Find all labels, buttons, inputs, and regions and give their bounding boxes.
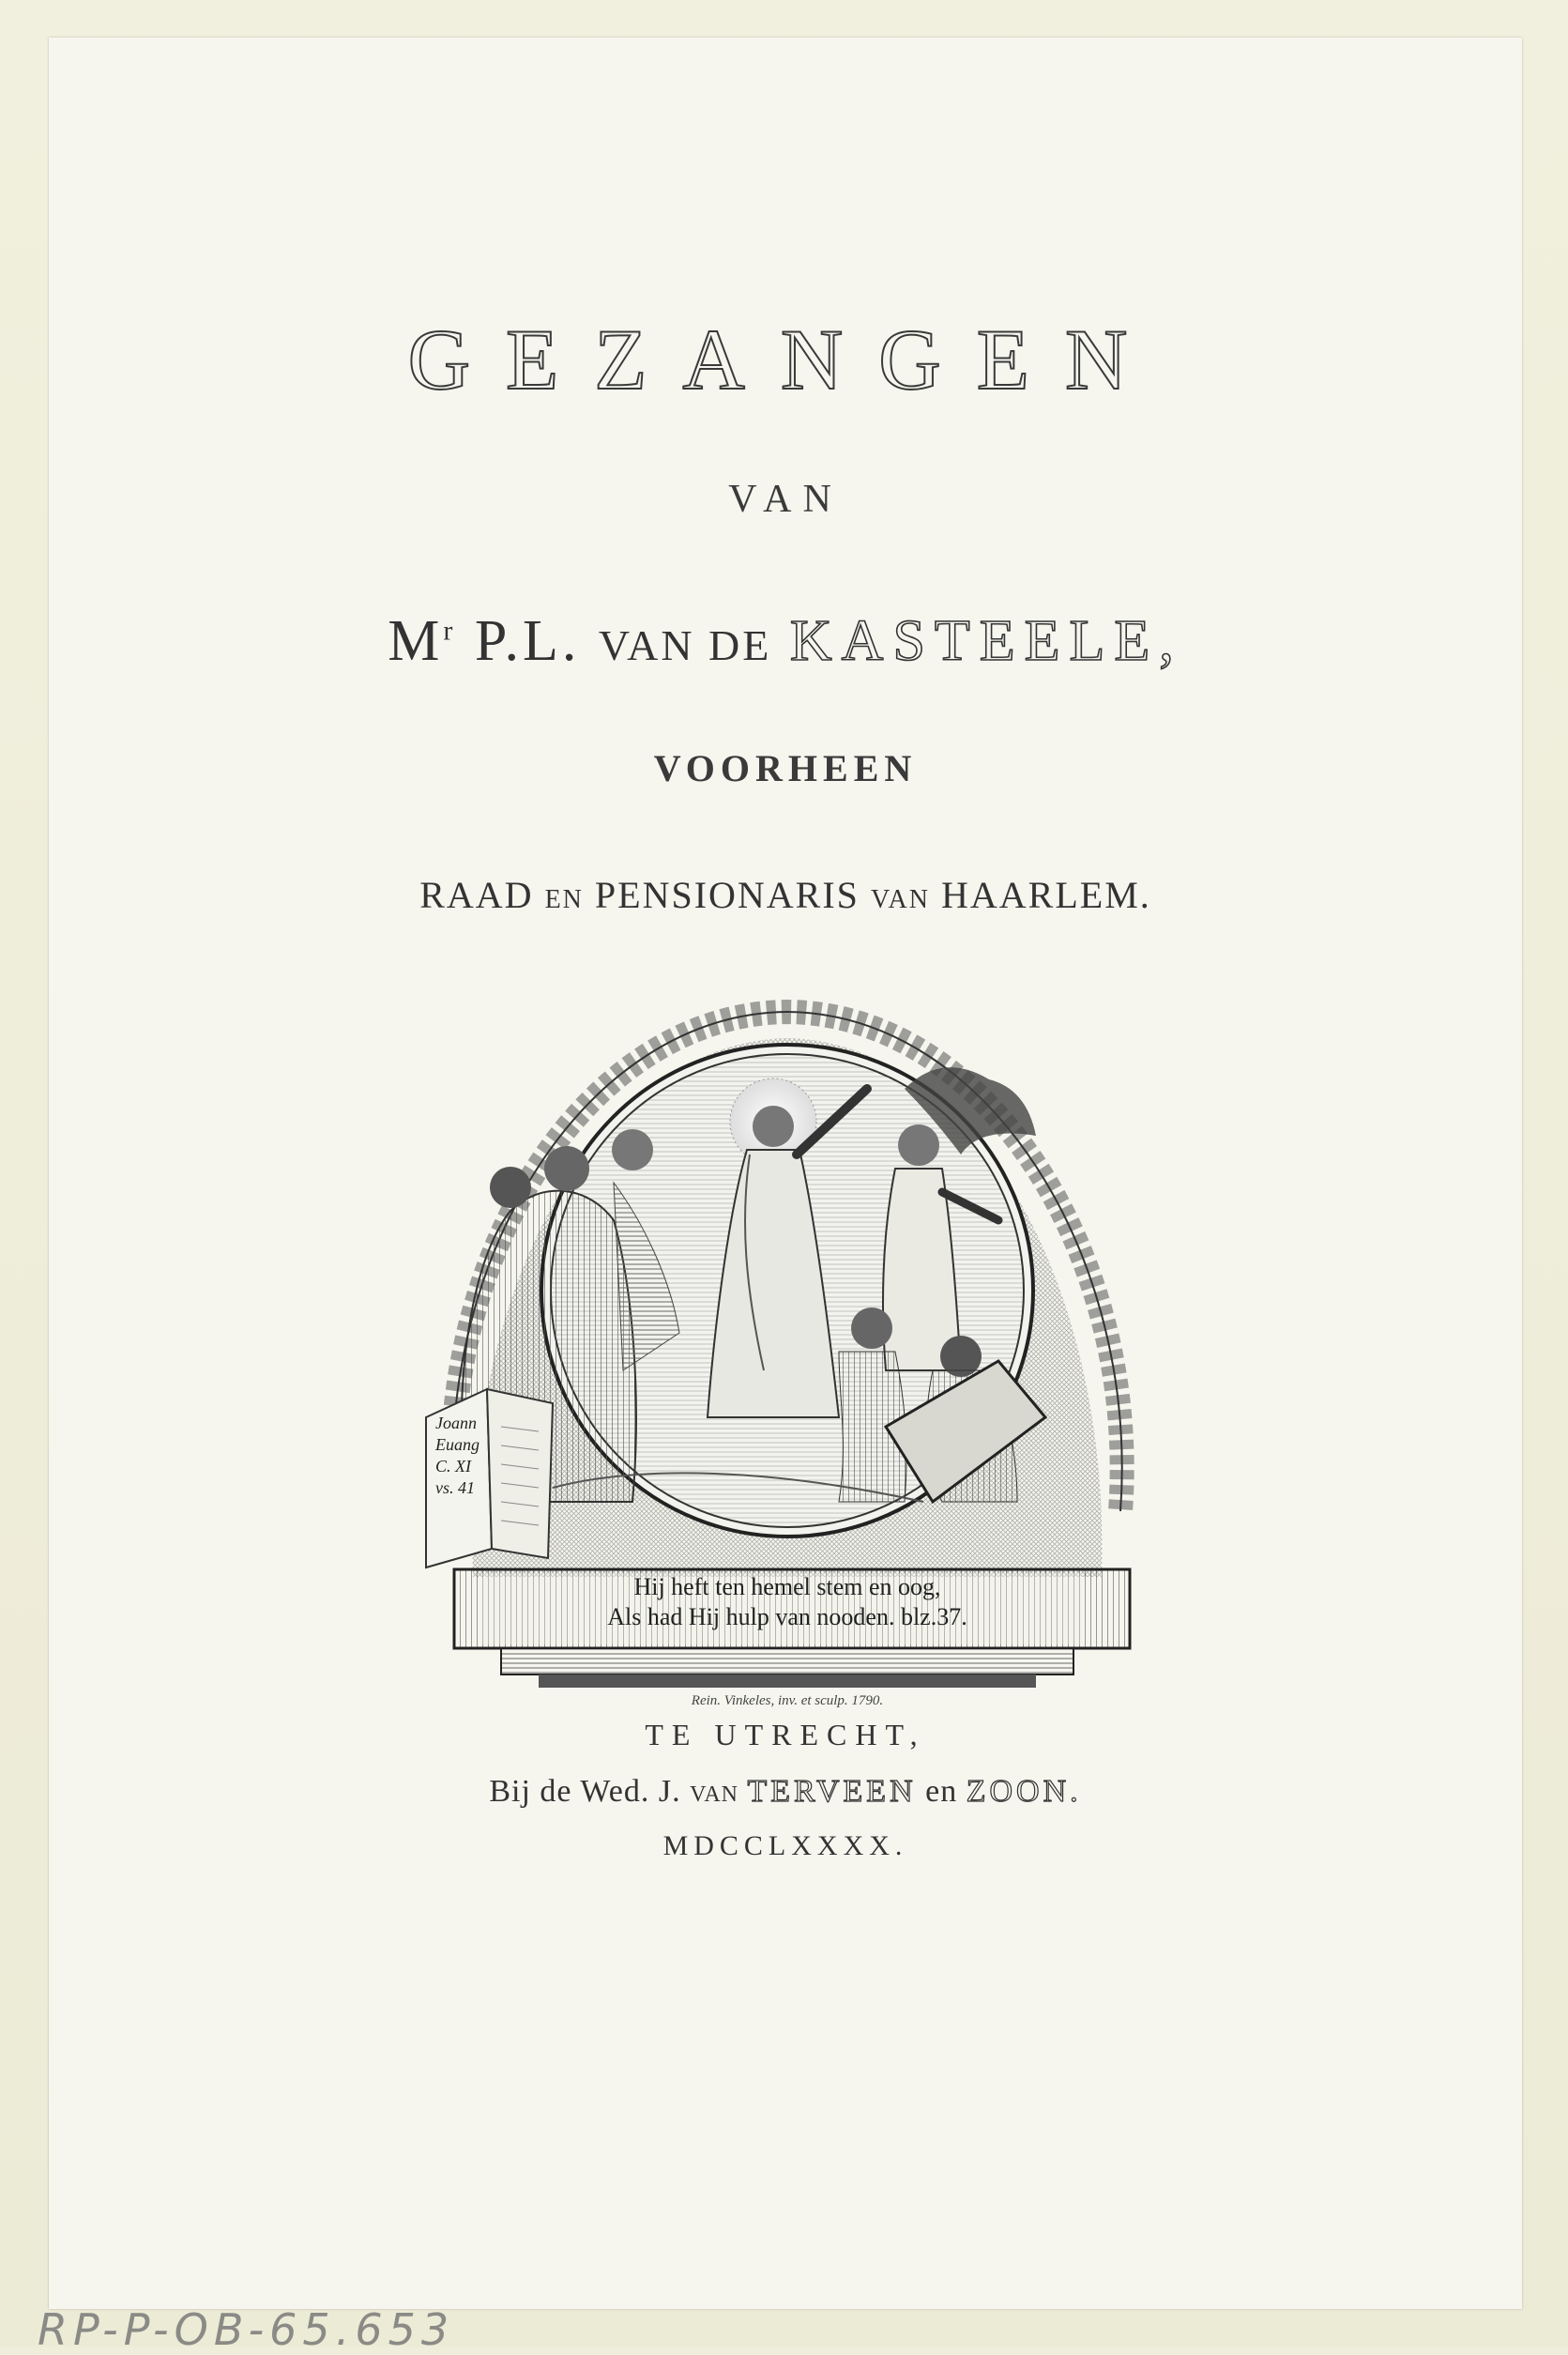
office-city: HAARLEM. <box>941 874 1151 916</box>
office-en: EN <box>544 885 584 914</box>
page-title: GEZANGEN <box>407 312 1164 407</box>
publisher-name: TERVEEN <box>747 1774 917 1809</box>
book-text-line-4: vs. 41 <box>435 1478 475 1497</box>
vignette-inscription-1: Hij heft ten hemel stem en oog, <box>633 1573 941 1600</box>
office-raad: RAAD <box>419 874 534 916</box>
office-line <box>49 873 1522 917</box>
publisher-van: VAN <box>690 1782 738 1807</box>
publisher-zoon: ZOON. <box>966 1774 1082 1809</box>
imprint-place: TE UTRECHT, <box>645 1718 926 1751</box>
author-name: KASTEELE, <box>789 609 1183 673</box>
imprint-year: MDCCLXXXX. <box>662 1830 908 1861</box>
book-text-line-2: Euang <box>435 1435 480 1454</box>
office-pensionaris: PENSIONARIS <box>594 874 860 916</box>
book-text-line-3: C. XI <box>435 1457 471 1476</box>
van-line: VAN <box>728 478 843 521</box>
office-van: VAN <box>870 885 930 914</box>
mount-pencil-note: RP-P-OB-65.653 <box>38 2304 455 2355</box>
publisher-en: en <box>925 1774 958 1809</box>
voorheen-line: VOORHEEN <box>653 747 918 789</box>
book-text-line-1: Joann <box>435 1414 477 1432</box>
author-particle: VAN DE <box>598 621 772 669</box>
engraved-vignette <box>398 976 1177 1727</box>
imprint-publisher <box>49 1774 1522 1810</box>
author-line <box>49 608 1522 675</box>
vignette-inscription-2: Als had Hij hulp van nooden. blz.37. <box>607 1603 967 1630</box>
engraver-signature: Rein. Vinkeles, inv. et sculp. 1790. <box>691 1693 884 1708</box>
author-initials: P.L. <box>474 609 581 673</box>
publisher-prefix: Bij de Wed. J. <box>489 1774 681 1809</box>
title-page-sheet <box>49 38 1522 2309</box>
author-title: $M^r$ <box>388 609 457 673</box>
